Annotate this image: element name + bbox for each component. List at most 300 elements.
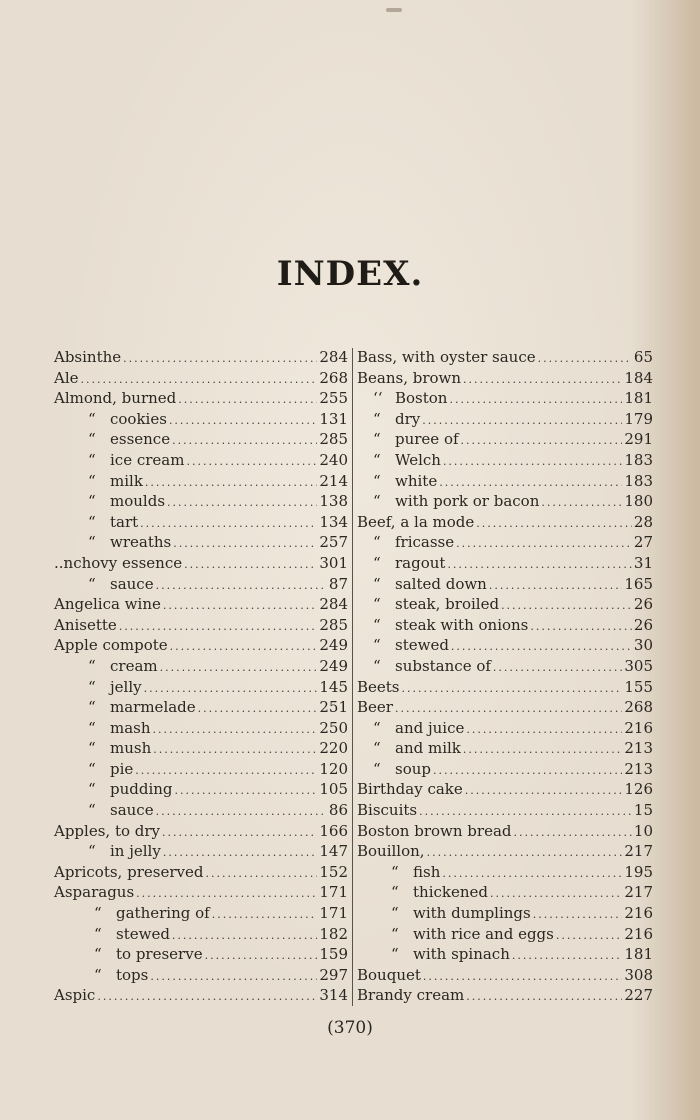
leader-dots <box>427 843 623 864</box>
ditto-mark: “ <box>94 904 102 923</box>
index-entry <box>54 409 348 430</box>
index-entry <box>54 862 348 883</box>
ditto-mark: “ <box>373 656 381 675</box>
index-entry <box>54 882 348 903</box>
entry-page-number: 182 <box>319 924 348 943</box>
leader-dots <box>423 967 622 988</box>
entry-label: Beans, brown <box>357 368 462 387</box>
entry-page-number: 301 <box>319 553 348 572</box>
entry-page-number: 86 <box>328 801 348 820</box>
leader-dots <box>422 411 622 432</box>
entry-page-number: 216 <box>624 718 653 737</box>
entry-label <box>54 574 154 595</box>
index-entry <box>357 738 653 759</box>
entry-text: steak, broiled <box>395 595 500 614</box>
entry-page-number: 147 <box>319 842 348 861</box>
leader-dots <box>178 390 317 411</box>
entry-text: dry <box>395 409 421 428</box>
entry-text: fish <box>413 862 441 881</box>
entry-page-number: 26 <box>633 615 653 634</box>
entry-label: Apricots, preserved <box>54 862 204 881</box>
index-entry <box>357 368 653 389</box>
entry-page-number: 171 <box>319 904 348 923</box>
ditto-mark: “ <box>373 759 381 778</box>
entry-page-number: 291 <box>624 430 653 449</box>
entry-label <box>54 965 148 986</box>
ditto-mark: “ <box>88 718 96 737</box>
entry-text: with dumplings <box>413 904 531 923</box>
index-entry <box>54 594 348 615</box>
ditto-mark: “ <box>373 553 381 572</box>
index-entry <box>54 532 348 553</box>
index-entry <box>54 903 348 924</box>
entry-text: mash <box>110 718 151 737</box>
entry-page-number: 220 <box>319 739 348 758</box>
leader-dots <box>556 926 623 947</box>
entry-page-number: 180 <box>624 492 653 511</box>
index-entry <box>357 594 653 615</box>
index-entry <box>54 635 348 656</box>
entry-page-number: 216 <box>624 924 653 943</box>
leader-dots <box>136 884 317 905</box>
ditto-mark: “ <box>88 430 96 449</box>
entry-text: steak with onions <box>395 615 529 634</box>
entry-text: substance of <box>395 656 491 675</box>
leader-dots <box>173 534 317 555</box>
leader-dots <box>451 637 632 658</box>
leader-dots <box>463 370 622 391</box>
index-entry <box>357 965 653 986</box>
entry-page-number: 181 <box>624 945 653 964</box>
index-entry <box>357 697 653 718</box>
leader-dots <box>402 679 623 700</box>
index-entry <box>54 615 348 636</box>
index-entry <box>357 779 653 800</box>
leader-dots <box>144 679 318 700</box>
index-entry <box>54 944 348 965</box>
leader-dots <box>449 390 622 411</box>
entry-label <box>357 491 539 512</box>
entry-text: pudding <box>110 780 173 799</box>
ditto-mark: “ <box>373 430 381 449</box>
leader-dots <box>461 431 623 452</box>
entry-page-number: 257 <box>319 533 348 552</box>
leader-dots <box>205 946 318 967</box>
entry-page-number: 249 <box>319 656 348 675</box>
entry-label: Ale <box>54 368 79 387</box>
entry-page-number: 251 <box>319 698 348 717</box>
entry-page-number: 10 <box>633 821 653 840</box>
entry-label <box>357 718 464 739</box>
leader-dots <box>465 781 623 802</box>
entry-text: gathering of <box>116 904 210 923</box>
index-entry <box>54 738 348 759</box>
ditto-mark: “ <box>373 533 381 552</box>
entry-text: tart <box>110 512 139 531</box>
index-entry <box>357 429 653 450</box>
index-entry <box>54 553 348 574</box>
leader-dots <box>156 802 327 823</box>
entry-label: Anisette <box>54 615 117 634</box>
entry-label <box>54 944 203 965</box>
entry-label: Beer <box>357 698 393 717</box>
leader-dots <box>205 864 317 885</box>
leader-dots <box>140 514 317 535</box>
entry-page-number: 131 <box>319 409 348 428</box>
entry-label <box>357 553 445 574</box>
entry-page-number: 249 <box>319 636 348 655</box>
index-entry <box>54 512 348 533</box>
index-column-right <box>357 347 653 1006</box>
index-entry <box>54 574 348 595</box>
entry-label <box>54 471 143 492</box>
entry-text: and milk <box>395 739 461 758</box>
entry-label <box>54 532 171 553</box>
leader-dots <box>443 452 622 473</box>
leader-dots <box>135 761 317 782</box>
leader-dots <box>456 534 632 555</box>
ditto-mark: “ <box>88 739 96 758</box>
entry-page-number: 65 <box>633 348 653 366</box>
ditto-mark: “ <box>88 450 96 469</box>
entry-text: thickened <box>413 883 488 902</box>
entry-text: with pork or bacon <box>395 492 540 511</box>
entry-page-number: 216 <box>624 904 653 923</box>
index-entry <box>54 718 348 739</box>
entry-label: ..nchovy essence <box>54 553 183 572</box>
entry-page-number: 250 <box>319 718 348 737</box>
page-number: (370) <box>327 1018 373 1038</box>
ditto-mark: “ <box>94 924 102 943</box>
column-divider <box>352 348 353 1006</box>
ditto-mark: “ <box>94 965 102 984</box>
entry-text: wreaths <box>110 533 172 552</box>
index-entry <box>54 429 348 450</box>
entry-page-number: 105 <box>319 780 348 799</box>
entry-page-number: 183 <box>624 471 653 490</box>
leader-dots <box>501 596 632 617</box>
ditto-mark: “ <box>373 450 381 469</box>
entry-label: Beets <box>357 677 400 696</box>
entry-label: Apples, to dry <box>54 821 161 840</box>
index-entry <box>54 450 348 471</box>
leader-dots <box>172 431 317 452</box>
leader-dots <box>160 658 318 679</box>
entry-label <box>54 903 210 924</box>
entry-page-number: 217 <box>624 842 653 861</box>
entry-text: with rice and eggs <box>413 924 554 943</box>
ditto-mark: “ <box>88 656 96 675</box>
entry-label: Angelica wine <box>54 595 161 614</box>
index-column-left <box>54 347 348 1006</box>
entry-text: essence <box>110 430 171 449</box>
entry-label <box>357 656 491 677</box>
entry-text: fricasse <box>395 533 455 552</box>
index-entry <box>357 841 653 862</box>
leader-dots <box>81 370 318 391</box>
entry-text: sauce <box>110 574 154 593</box>
entry-label <box>357 574 487 595</box>
entry-page-number: 213 <box>624 759 653 778</box>
entry-label: Beef, a la mode <box>357 512 475 531</box>
index-entry <box>54 821 348 842</box>
entry-text: ragout <box>395 553 446 572</box>
entry-page-number: 138 <box>319 492 348 511</box>
index-entry <box>357 512 653 533</box>
leader-dots <box>123 349 317 370</box>
entry-page-number: 297 <box>319 965 348 984</box>
leader-dots <box>175 781 318 802</box>
entry-text: and juice <box>395 718 465 737</box>
index-entry <box>357 635 653 656</box>
entry-page-number: 213 <box>624 739 653 758</box>
entry-text: ice cream <box>110 450 185 469</box>
ditto-mark: “ <box>391 883 399 902</box>
entry-page-number: 15 <box>633 801 653 820</box>
entry-page-number: 305 <box>624 656 653 675</box>
index-entry <box>357 821 653 842</box>
index-entry <box>357 944 653 965</box>
entry-label <box>357 532 454 553</box>
entry-text: to preserve <box>116 945 203 964</box>
entry-page-number: 240 <box>319 450 348 469</box>
entry-label: Bouillon, <box>357 842 425 861</box>
index-entry <box>357 903 653 924</box>
entry-page-number: 268 <box>319 368 348 387</box>
leader-dots <box>163 843 318 864</box>
index-entry <box>357 409 653 430</box>
entry-label <box>54 450 184 471</box>
entry-label <box>357 882 488 903</box>
entry-text: puree of <box>395 430 459 449</box>
index-entry <box>54 491 348 512</box>
entry-label <box>54 491 165 512</box>
entry-text: Welch <box>395 450 441 469</box>
entry-page-number: 214 <box>319 471 348 490</box>
leader-dots <box>514 823 632 844</box>
leader-dots <box>447 555 631 576</box>
leader-dots <box>150 967 317 988</box>
leader-dots <box>156 576 327 597</box>
entry-label <box>357 471 437 492</box>
entry-page-number: 183 <box>624 450 653 469</box>
entry-text: cream <box>110 656 158 675</box>
entry-label <box>54 677 142 698</box>
entry-label: Birthday cake <box>357 780 463 799</box>
ditto-mark: “ <box>94 945 102 964</box>
ditto-mark: “ <box>373 636 381 655</box>
index-entry <box>357 615 653 636</box>
entry-label: Bouquet <box>357 965 421 984</box>
entry-page-number: 26 <box>633 595 653 614</box>
entry-page-number: 285 <box>319 430 348 449</box>
entry-label: Biscuits <box>357 801 418 820</box>
entry-label <box>54 841 161 862</box>
ditto-mark: “ <box>391 862 399 881</box>
entry-page-number: 166 <box>319 821 348 840</box>
ditto-mark: “ <box>88 533 96 552</box>
leader-dots <box>512 946 623 967</box>
entry-text: soup <box>395 759 431 778</box>
entry-label <box>357 862 440 883</box>
entry-label <box>54 924 170 945</box>
index-entry <box>357 491 653 512</box>
ditto-mark: “ <box>373 492 381 511</box>
entry-page-number: 181 <box>624 389 653 408</box>
index-entry <box>54 347 348 368</box>
index-entry <box>357 985 653 1006</box>
leader-dots <box>162 823 317 844</box>
entry-label <box>357 450 441 471</box>
index-entry <box>357 553 653 574</box>
ditto-mark: “ <box>373 471 381 490</box>
index-entry <box>357 656 653 677</box>
leader-dots <box>153 740 317 761</box>
index-entry <box>357 924 653 945</box>
entry-page-number: 284 <box>319 595 348 614</box>
index-entry <box>54 800 348 821</box>
index-entry <box>357 677 653 698</box>
entry-text: sauce <box>110 801 154 820</box>
ditto-mark: “ <box>88 759 96 778</box>
entry-page-number: 171 <box>319 883 348 902</box>
entry-label <box>54 429 170 450</box>
entry-label <box>357 388 447 409</box>
entry-label <box>357 635 449 656</box>
index-entry <box>357 574 653 595</box>
entry-label <box>357 594 499 615</box>
entry-text: white <box>395 471 438 490</box>
entry-label <box>357 615 528 636</box>
index-entry <box>54 965 348 986</box>
index-entry <box>54 841 348 862</box>
page-blemish <box>386 8 402 12</box>
leader-dots <box>169 411 317 432</box>
entry-label <box>54 656 158 677</box>
entry-text: cookies <box>110 409 167 428</box>
leader-dots <box>184 555 317 576</box>
ditto-mark: “ <box>88 409 96 428</box>
entry-label: Aspic <box>54 986 96 1005</box>
leader-dots <box>490 884 622 905</box>
leader-dots <box>119 617 318 638</box>
entry-page-number: 31 <box>633 553 653 572</box>
index-entry <box>357 862 653 883</box>
entry-page-number: 87 <box>328 574 348 593</box>
entry-page-number: 152 <box>319 862 348 881</box>
leader-dots <box>145 473 317 494</box>
leader-dots <box>198 699 318 720</box>
entry-text: in jelly <box>110 842 161 861</box>
entry-text: salted down <box>395 574 487 593</box>
page-title: INDEX. <box>276 254 424 294</box>
entry-page-number: 134 <box>319 512 348 531</box>
entry-label: Asparagus <box>54 883 135 902</box>
leader-dots <box>153 720 318 741</box>
index-entry <box>54 924 348 945</box>
index-entry <box>357 471 653 492</box>
index-entry <box>54 388 348 409</box>
index-entry <box>54 779 348 800</box>
leader-dots <box>442 864 622 885</box>
ditto-mark: “ <box>373 574 381 593</box>
entry-page-number: 285 <box>319 615 348 634</box>
entry-label <box>54 512 138 533</box>
leader-dots <box>533 905 623 926</box>
index-entry <box>357 759 653 780</box>
entry-label <box>54 409 167 430</box>
ditto-mark: “ <box>391 904 399 923</box>
entry-text: tops <box>116 965 149 984</box>
entry-label: Apple compote <box>54 636 168 655</box>
leader-dots <box>541 493 622 514</box>
entry-page-number: 145 <box>319 677 348 696</box>
leader-dots <box>163 596 318 617</box>
entry-page-number: 255 <box>319 389 348 408</box>
entry-label <box>357 409 420 430</box>
index-entry <box>54 697 348 718</box>
ditto-mark: “ <box>373 615 381 634</box>
leader-dots <box>212 905 318 926</box>
entry-label <box>54 779 173 800</box>
entry-text: stewed <box>395 636 449 655</box>
entry-text: Boston <box>395 389 448 408</box>
leader-dots <box>476 514 632 535</box>
leader-dots <box>170 637 318 658</box>
ditto-mark: ‘‘ <box>373 389 383 408</box>
entry-page-number: 195 <box>624 862 653 881</box>
entry-page-number: 268 <box>624 698 653 717</box>
leader-dots <box>167 493 317 514</box>
leader-dots <box>466 720 622 741</box>
entry-page-number: 159 <box>319 945 348 964</box>
entry-page-number: 27 <box>633 533 653 552</box>
entry-page-number: 165 <box>624 574 653 593</box>
leader-dots <box>538 349 632 370</box>
entry-page-number: 227 <box>624 986 653 1005</box>
entry-page-number: 126 <box>624 780 653 799</box>
entry-label <box>54 759 133 780</box>
entry-label: Absinthe <box>54 348 122 366</box>
leader-dots <box>439 473 622 494</box>
leader-dots <box>97 987 317 1008</box>
entry-page-number: 314 <box>319 986 348 1005</box>
entry-label: Almond, burned <box>54 389 177 408</box>
index-entry <box>54 677 348 698</box>
ditto-mark: “ <box>373 409 381 428</box>
entry-page-number: 179 <box>624 409 653 428</box>
ditto-mark: “ <box>391 945 399 964</box>
entry-page-number: 28 <box>633 512 653 531</box>
index-entry <box>54 759 348 780</box>
entry-label <box>357 759 431 780</box>
entry-text: moulds <box>110 492 166 511</box>
entry-page-number: 217 <box>624 883 653 902</box>
leader-dots <box>172 926 317 947</box>
index-entry <box>54 368 348 389</box>
leader-dots <box>433 761 622 782</box>
leader-dots <box>186 452 317 473</box>
entry-text: pie <box>110 759 134 778</box>
leader-dots <box>419 802 632 823</box>
index-entry <box>357 718 653 739</box>
entry-label: Brandy cream <box>357 986 465 1005</box>
index-entry <box>357 800 653 821</box>
ditto-mark: “ <box>88 512 96 531</box>
entry-page-number: 155 <box>624 677 653 696</box>
entry-label <box>54 738 151 759</box>
ditto-mark: “ <box>88 801 96 820</box>
